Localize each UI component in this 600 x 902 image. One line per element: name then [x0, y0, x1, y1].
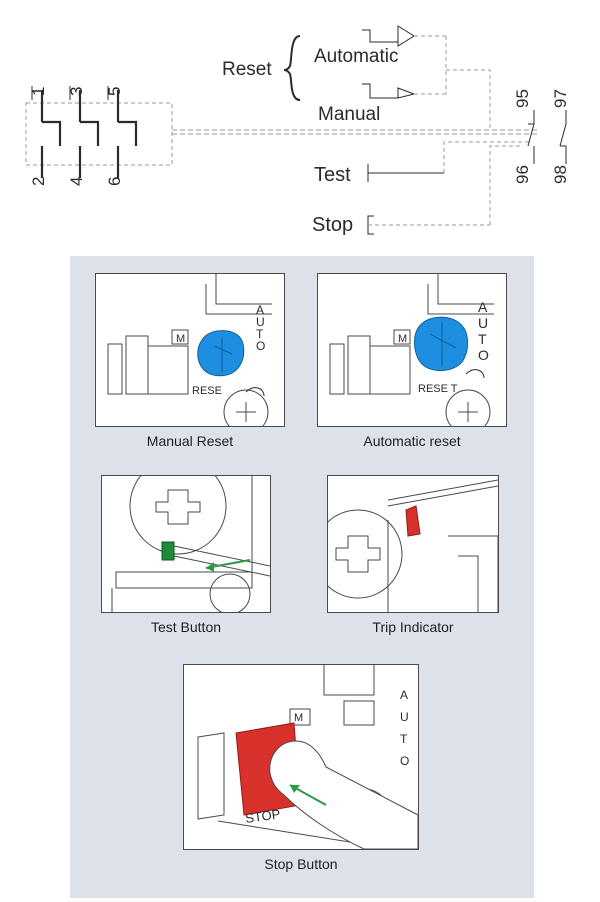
stop-button-m-text: M [294, 712, 304, 724]
automatic-reset-caption: Automatic reset [363, 433, 461, 449]
svg-text:T: T [400, 732, 408, 746]
stop-button-illustration [183, 664, 419, 850]
automatic-reset-card [317, 273, 507, 453]
automatic-reset-m-text: M [398, 333, 408, 345]
terminal-97-label: 97 [551, 89, 570, 108]
stop-button-card [183, 664, 419, 878]
svg-text:A: A [400, 688, 409, 702]
manual-reset-m-text: M [176, 333, 186, 345]
manual-reset-card [95, 273, 285, 453]
manual-reset-auto-letters [256, 303, 265, 353]
automatic-reset-dial-text: RESE T [418, 383, 458, 395]
svg-text:A: A [478, 299, 488, 315]
stop-button-auto-letters [400, 688, 409, 768]
svg-text:T: T [478, 331, 487, 347]
test-symbol [368, 164, 444, 182]
test-label: Test [314, 164, 351, 186]
automatic-reset-illustration [317, 273, 507, 427]
stop-button-text: STOP [244, 806, 282, 826]
terminal-4-label: 4 [67, 176, 86, 186]
manual-reset-illustration [95, 273, 285, 427]
manual-label: Manual [318, 104, 381, 125]
svg-text:O: O [478, 347, 489, 363]
trip-indicator-red [406, 506, 420, 536]
manual-reset-dial-text: RESE [192, 385, 222, 397]
manual-reset-caption: Manual Reset [146, 433, 234, 449]
terminal-3-label: 3 [67, 86, 86, 96]
svg-text:A: A [256, 303, 265, 317]
terminal-98-label: 98 [551, 165, 570, 184]
terminal-6-label: 6 [105, 176, 124, 186]
reset-label: Reset [222, 59, 272, 80]
svg-text:T: T [256, 327, 264, 341]
stop-button-caption: Stop Button [264, 856, 338, 872]
svg-text:U: U [256, 315, 265, 329]
stop-label: Stop [312, 214, 354, 236]
automatic-reset-auto-letters [478, 299, 489, 363]
terminal-2-label: 2 [29, 176, 48, 186]
automatic-reset-blue-knob [415, 317, 468, 370]
wiring-schematic [0, 0, 600, 245]
stop-symbol [368, 216, 490, 234]
automatic-symbol [362, 26, 446, 46]
test-button-caption: Test Button [150, 619, 222, 635]
test-button-card [101, 475, 271, 641]
svg-text:U: U [478, 315, 489, 331]
test-button-green [162, 542, 174, 560]
manual-symbol [362, 84, 446, 98]
svg-text:O: O [256, 339, 266, 353]
terminal-96-label: 96 [513, 165, 532, 184]
trip-indicator-card [327, 475, 499, 641]
trip-indicator-illustration [327, 475, 499, 613]
terminal-95-label: 95 [513, 89, 532, 108]
aux-contacts [528, 110, 566, 164]
terminal-1-label: 1 [29, 86, 48, 96]
automatic-label: Automatic [314, 46, 399, 67]
illustration-panel [70, 256, 534, 898]
terminal-5-label: 5 [105, 86, 124, 96]
automatic-reset-arrow-icon [466, 370, 484, 378]
test-button-illustration [101, 475, 271, 613]
trip-indicator-caption: Trip Indicator [372, 619, 454, 635]
reset-brace [284, 36, 300, 100]
svg-text:O: O [400, 754, 410, 768]
manual-reset-blue-knob [198, 331, 244, 376]
svg-text:U: U [400, 710, 409, 724]
